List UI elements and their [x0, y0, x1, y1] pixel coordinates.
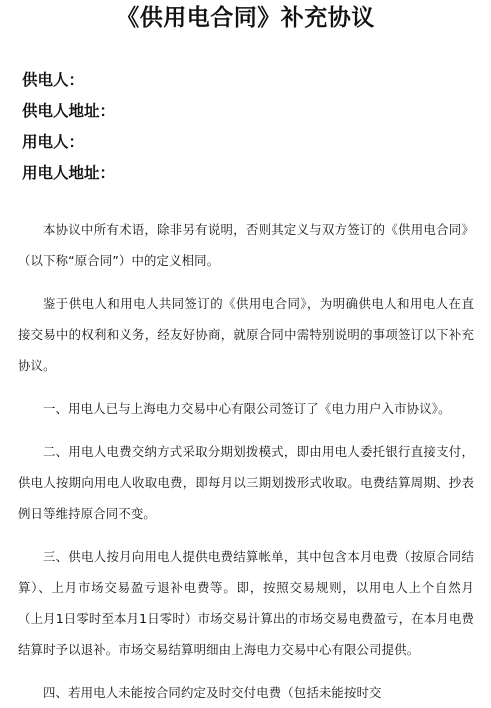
power-user-address-label: 用电人地址： [22, 164, 116, 182]
clause-2: 二、用电人电费交纳方式采取分期划拨模式，即由用电人委托银行直接支付，供电人按期向用电人收取电费，即每月以三期划拨形式收取。电费结算周期、抄表例日等维持原合同不变。 [18, 444, 474, 521]
power-supplier-label: 供电人： [22, 71, 85, 89]
agreement-body [18, 214, 474, 708]
party-info-block [22, 65, 115, 189]
power-user-label: 用电人： [22, 133, 85, 151]
paragraph-preamble: 鉴于供电人和用电人共同签订的《供用电合同》，为明确供电人和用电人在直接交易中的权利和义务，经友好协商，就原合同中需特别说明的事项签订以下补充协议。 [18, 296, 474, 373]
document-title: 《供用电合同》补充协议 [116, 4, 375, 31]
clause-1: 一、用电人已与上海电力交易中心有限公司签订了《电力用户入市协议》。 [43, 401, 451, 416]
paragraph-definitions: 本协议中所有术语，除非另有说明，否则其定义与双方签订的《供用电合同》（以下称“原合同”）中的定义相同。 [18, 222, 474, 268]
power-supplier-address-label: 供电人地址： [22, 102, 116, 120]
clause-3: 三、供电人按月向用电人提供电费结算帐单，其中包含本月电费（按原合同结算）、上月市场交易盈亏退补电费等。即，按照交易规则，以用电人上个自然月（上月1日零时至本月1日零时）市场交易计算出的市场交易电费盈亏，在本月电费结算时予以退补。市场交易结算明细由上海电力交易中心有限公司提供。 [18, 549, 474, 657]
clause-4: 四、若用电人未能按合同约定及时交付电费（包括未能按时交 [43, 685, 382, 700]
